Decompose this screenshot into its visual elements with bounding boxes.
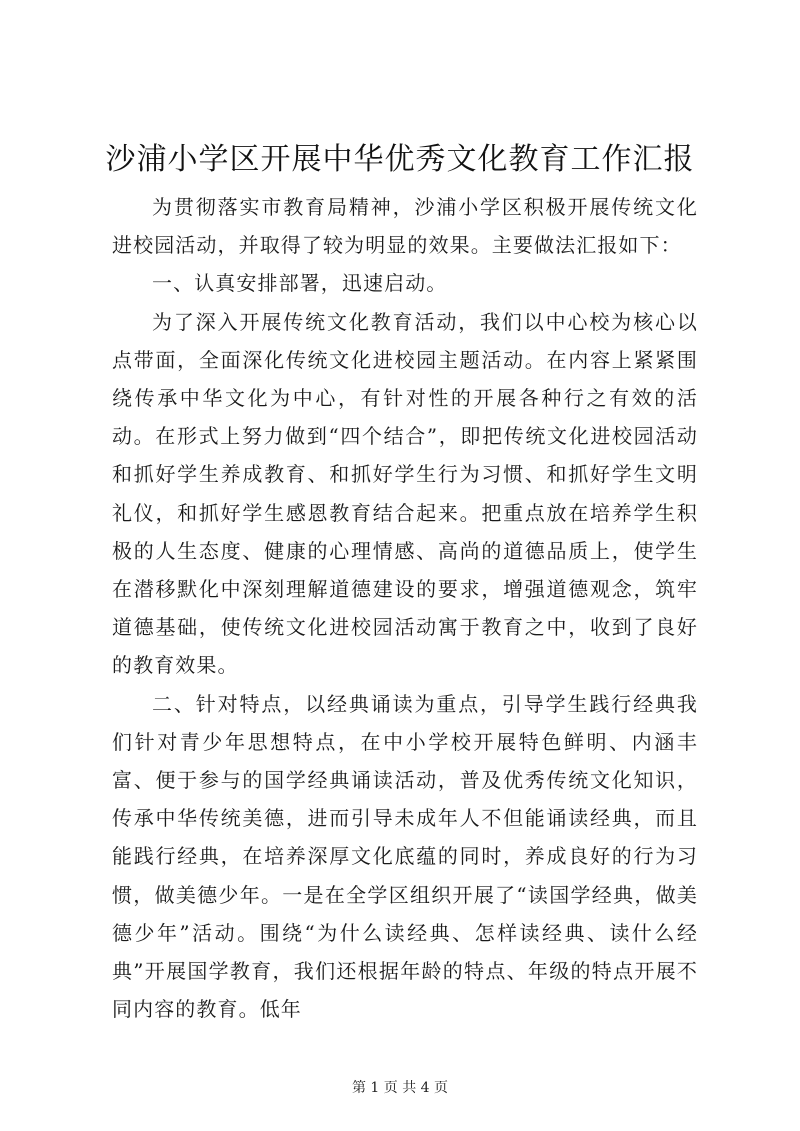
paragraph-section-1: 为了深入开展传统文化教育活动，我们以中心校为核心以点带面，全面深化传统文化进校园主题活动。在内容上紧紧围绕传承中华文化为中心，有针对性的开展各种行之有效的活动。在形式上努力做到“四个结合”，即把传统文化进校园活动和抓好学生养成教育、和抓好学生行为习惯、和抓好学生文明礼仪，和抓好学生感恩教育结合起来。把重点放在培养学生积极的人生态度、健康的心理情感、高尚的道德品质上，使学生在潜移默化中深刻理解道德建设的要求，增强道德观念，筑牢道德基础，使传统文化进校园活动寓于教育之中，收到了良好的教育效果。	[112, 309, 698, 678]
section-heading-1: 一、认真安排部署，迅速启动。	[152, 271, 448, 296]
document-body	[112, 188, 698, 1028]
paragraph-intro: 为贯彻落实市教育局精神，沙浦小学区积极开展传统文化进校园活动，并取得了较为明显的效果。主要做法汇报如下：	[112, 195, 698, 258]
page-footer: 第 1 页 共 4 页	[351, 1080, 449, 1096]
paragraph-section-2: 二、针对特点，以经典诵读为重点，引导学生践行经典我们针对青少年思想特点，在中小学校开展特色鲜明、内涵丰富、便于参与的国学经典诵读活动，普及优秀传统文化知识，传承中华传统美德，进而引导未成年人不但能诵读经典，而且能践行经典，在培养深厚文化底蕴的同时，养成良好的行为习惯，做美德少年。一是在全学区组织开展了“读国学经典，做美德少年”活动。围绕“为什么读经典、怎样读经典、读什么经典”开展国学教育，我们还根据年龄的特点、年级的特点开展不同内容的教育。低年	[112, 691, 698, 1022]
document-title: 沙浦小学区开展中华优秀文化教育工作汇报	[105, 142, 695, 177]
